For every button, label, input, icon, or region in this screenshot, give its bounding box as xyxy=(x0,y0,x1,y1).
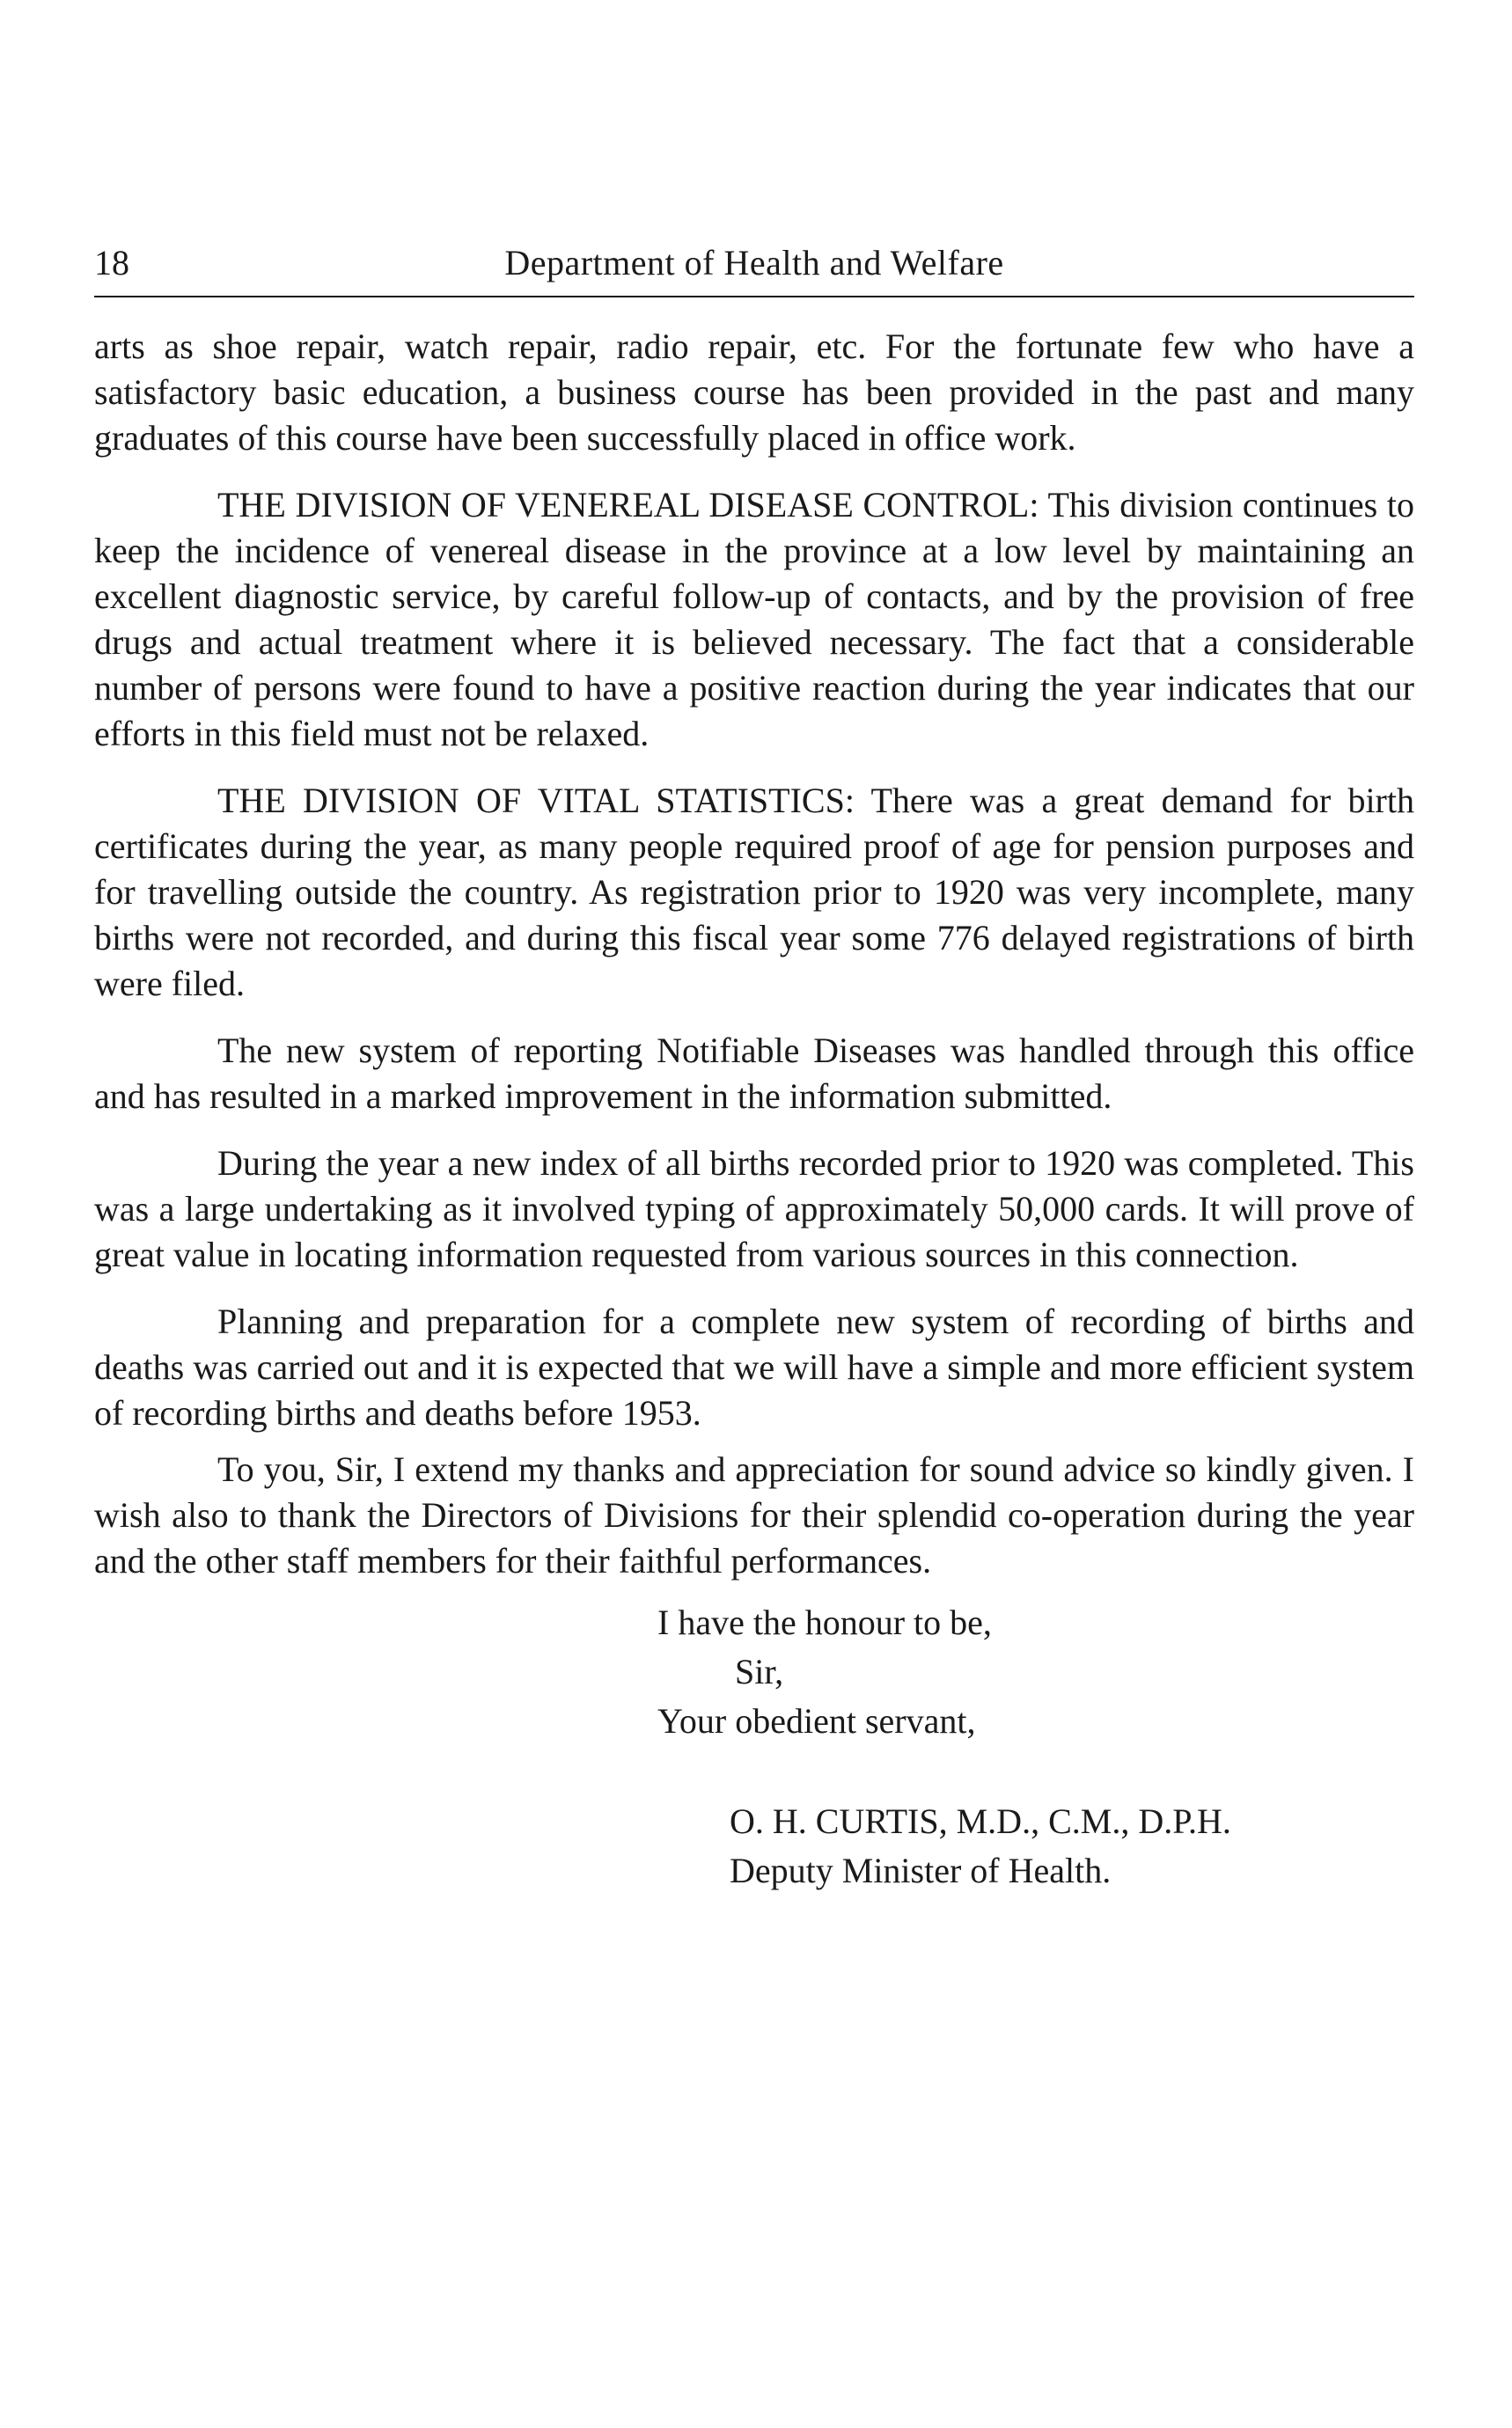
running-title: Department of Health and Welfare xyxy=(504,243,1004,282)
closing-line-sir: Sir, xyxy=(735,1652,784,1691)
paragraph-thanks: To you, Sir, I extend my thanks and appreciation for sound advice so kindly given. I wish also to thank the Directors of Divisions for their splendid co-operation during the year and the other staff members for their faithful performances. xyxy=(94,1449,1414,1581)
closing-line-honour: I have the honour to be, xyxy=(657,1603,992,1642)
paragraph-venereal-disease: THE DIVISION OF VENEREAL DISEASE CONTROL: This division continues to keep the incidence of venereal disease in the province at a low level by maintaining an excellent diagnostic service, by careful follow-up of contacts, and by the provision of free drugs and actual treatment where it is believed necessary. The fact that a considerable number of persons were found to have a positive reaction during the year indicates that our efforts in this field must not be relaxed. xyxy=(94,485,1414,753)
signatory-name: O. H. CURTIS, M.D., C.M., D.P.H. xyxy=(730,1801,1231,1841)
paragraph-notifiable-diseases: The new system of reporting Notifiable Diseases was handled through this office and has resulted in a marked improvement in the information submitted. xyxy=(94,1031,1414,1116)
running-header xyxy=(94,238,1414,289)
paragraph-birth-index: During the year a new index of all births recorded prior to 1920 was completed. This was a large undertaking as it involved typing of approximately 50,000 cards. It will prove of great value in locating information requested from various sources in this connection. xyxy=(94,1143,1414,1274)
signatory-title: Deputy Minister of Health. xyxy=(730,1851,1112,1890)
letter-closing xyxy=(657,1600,1414,1744)
document-page xyxy=(94,238,1414,1896)
page-number: 18 xyxy=(94,243,129,282)
header-rule xyxy=(94,296,1414,297)
paragraph-planning: Planning and preparation for a complete new system of recording of births and deaths was carried out and it is expected that we will have a simple and more efficient system of recording births and deaths before 1953. xyxy=(94,1302,1414,1433)
body-text xyxy=(94,324,1414,1584)
signature-block xyxy=(730,1797,1414,1896)
closing-line-servant: Your obedient servant, xyxy=(657,1701,976,1741)
paragraph-continuation: arts as shoe repair, watch repair, radio repair, etc. For the fortunate few who have a satisfactory basic education, a business course has been provided in the past and many graduates of this course have been successfully placed in office work. xyxy=(94,326,1414,458)
paragraph-vital-statistics: THE DIVISION OF VITAL STATISTICS: There was a great demand for birth certificates during the year, as many people required proof of age for pension purposes and for travelling outside the country. As registration prior to 1920 was very incomplete, many births were not recorded, and during this fiscal year some 776 delayed registrations of birth were filed. xyxy=(94,781,1414,1003)
